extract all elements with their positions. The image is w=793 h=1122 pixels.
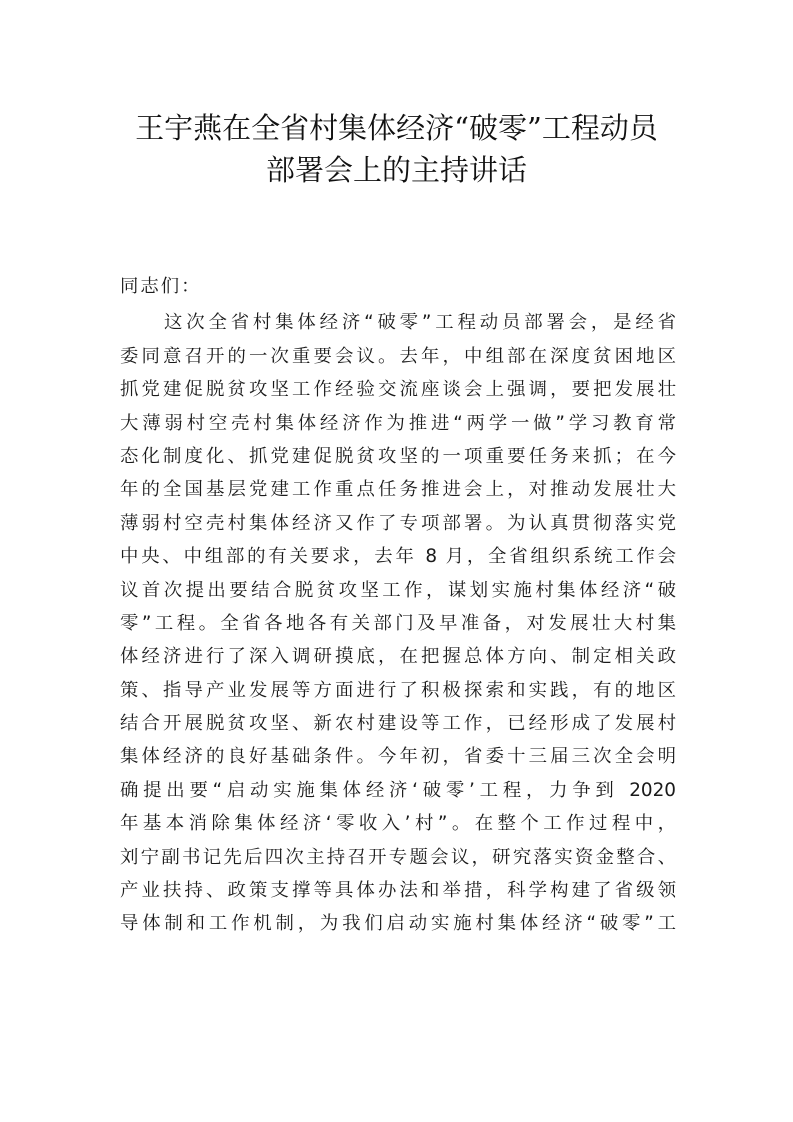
paragraph-line: 年基本消除集体经济‘零收入’村”。在整个工作过程中， [120,813,676,835]
paragraph-line: 抓党建促脱贫攻坚工作经验交流座谈会上强调，要把发展壮 [120,379,676,401]
title-line-2: 部署会上的主持讲话 [265,153,527,187]
paragraph-line: 中央、中组部的有关要求，去年 8 月，全省组织系统工作会 [120,546,676,568]
paragraph-line: 这次全省村集体经济“破零”工程动员部署会，是经省 [164,312,676,334]
paragraph-line: 刘宁副书记先后四次主持召开专题会议，研究落实资金整合、 [120,846,676,868]
paragraph-line: 策、指导产业发展等方面进行了积极探索和实践，有的地区 [120,679,676,701]
paragraph-line: 大薄弱村空壳村集体经济作为推进“两学一做”学习教育常 [120,412,676,434]
paragraph-line: 委同意召开的一次重要会议。去年，中组部在深度贫困地区 [120,345,676,367]
paragraph-line: 确提出要“启动实施集体经济‘破零’工程，力争到 2020 [120,779,676,801]
document-body [120,270,676,941]
paragraph-line: 零”工程。全省各地各有关部门及早准备，对发展壮大村集 [120,612,676,634]
paragraph-line: 集体经济的良好基础条件。今年初，省委十三届三次全会明 [120,746,676,768]
document-title [0,107,793,191]
paragraph-line: 年的全国基层党建工作重点任务推进会上，对推动发展壮大 [120,479,676,501]
salutation: 同志们： [120,276,202,297]
paragraph-line: 薄弱村空壳村集体经济又作了专项部署。为认真贯彻落实党 [120,512,676,534]
paragraph-line: 体经济进行了深入调研摸底，在把握总体方向、制定相关政 [120,646,676,668]
paragraph-line: 产业扶持、政策支撑等具体办法和举措，科学构建了省级领 [120,880,676,902]
paragraph-line: 态化制度化、抓党建促脱贫攻坚的一项重要任务来抓；在今 [120,445,676,467]
paragraph-line: 结合开展脱贫攻坚、新农村建设等工作，已经形成了发展村 [120,713,676,735]
paragraph-line: 导体制和工作机制，为我们启动实施村集体经济“破零”工 [120,913,676,935]
paragraph-line: 议首次提出要结合脱贫攻坚工作，谋划实施村集体经济“破 [120,579,676,601]
title-line-1: 王宇燕在全省村集体经济“破零”工程动员 [135,111,658,145]
